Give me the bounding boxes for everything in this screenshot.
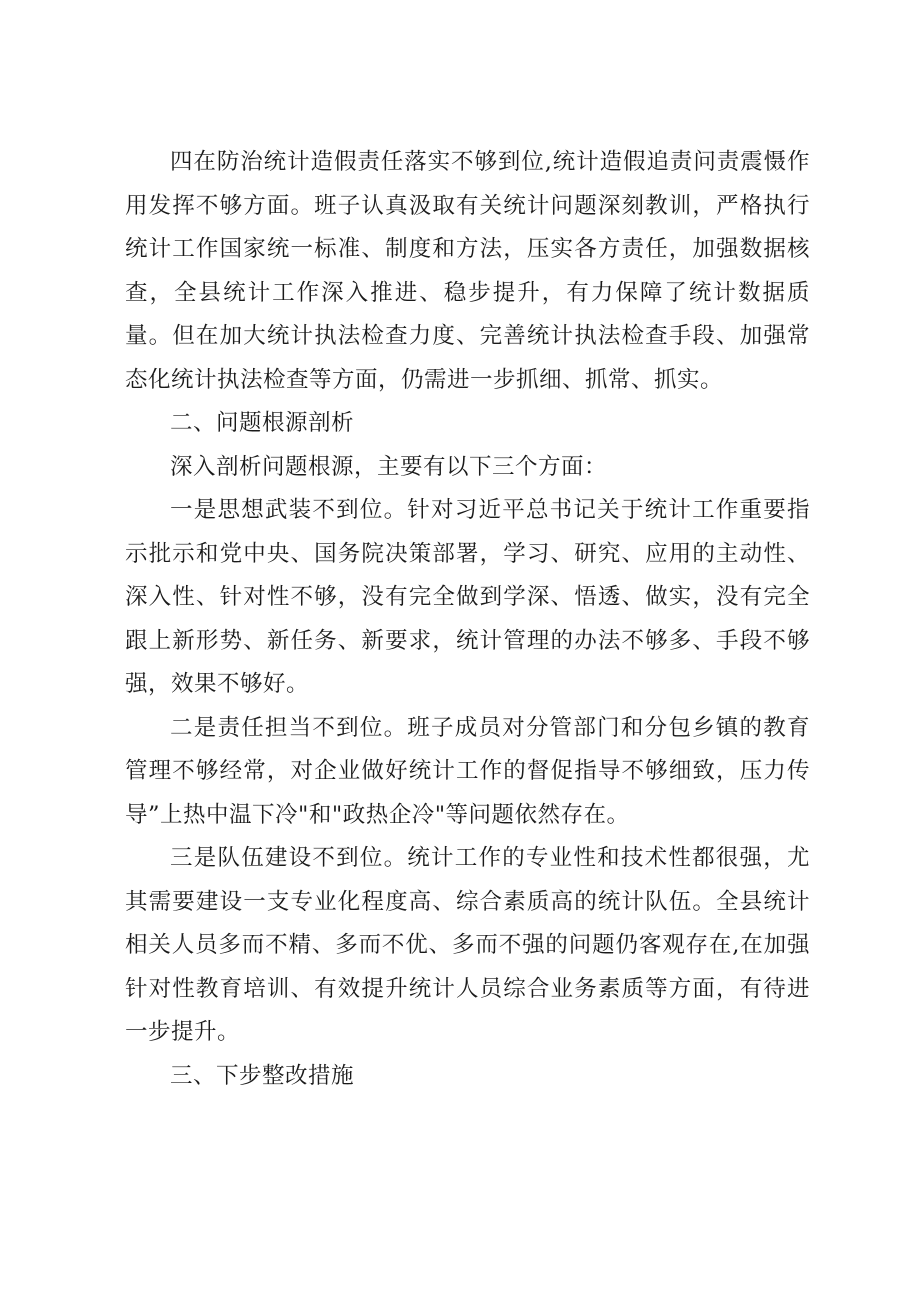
paragraph-ideology: 一是思想武装不到位。针对习近平总书记关于统计工作重要指示批示和党中央、国务院决策部署，学习、研究、应用的主动性、深入性、针对性不够，没有完全做到学深、悟透、做实，没有完全跟上新形势、新任务、新要求，统计管理的办法不够多、手段不够强，效果不够好。 — [125, 497, 810, 697]
section-heading-rectification: 三、下步整改措施 — [170, 1062, 355, 1089]
document-body — [125, 141, 810, 1098]
section-heading-root-cause: 二、问题根源剖析 — [170, 410, 355, 436]
paragraph-statistics-fraud: 四在防治统计造假责任落实不够到位,统计造假追责问责震慑作用发挥不够方面。班子认真汲取有关统计问题深刻教训，严格执行统计工作国家统一标准、制度和方法，压实各方责任，加强数据核查，全县统计工作深入推进、稳步提升，有力保障了统计数据质量。但在加大统计执法检查力度、完善统计执法检查手段、加强常态化统计执法检查等方面，仍需进一步抓细、抓常、抓实。 — [125, 149, 810, 393]
paragraph-root-cause-intro: 深入剖析问题根源，主要有以下三个方面： — [170, 453, 608, 480]
paragraph-responsibility: 二是责任担当不到位。班子成员对分管部门和分包乡镇的教育管理不够经常，对企业做好统计工作的督促指导不够细致，压力传导”上热中温下冷"和"政热企冷"等问题依然存在。 — [125, 714, 810, 828]
paragraph-team-building: 三是队伍建设不到位。统计工作的专业性和技术性都很强，尤其需要建设一支专业化程度高、综合素质高的统计队伍。全县统计相关人员多而不精、多而不优、多而不强的问题仍客观存在,在加强针对性教育培训、有效提升统计人员综合业务素质等方面，有待进一步提升。 — [125, 845, 810, 1045]
